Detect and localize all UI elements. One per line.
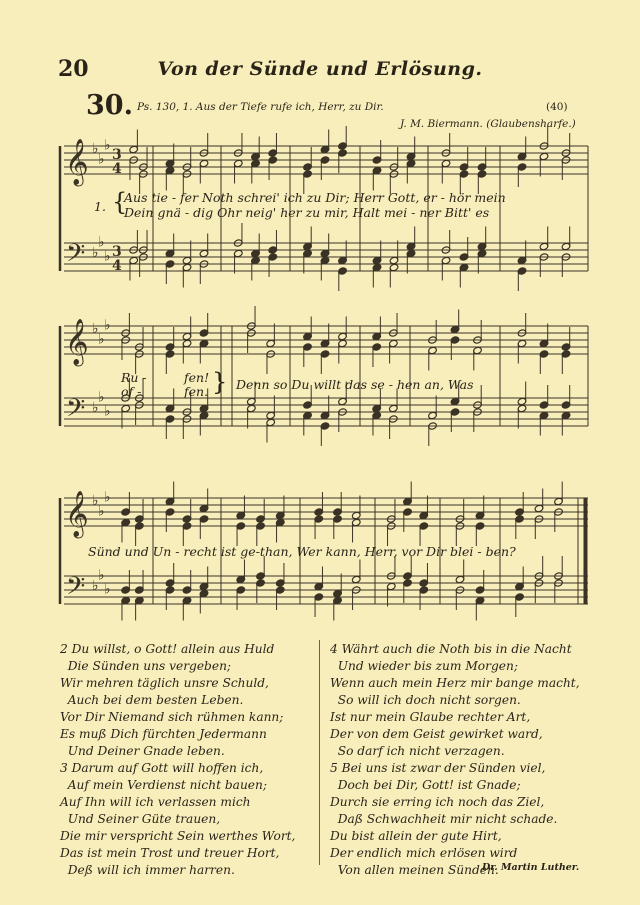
lyrics-continuation: Denn so Du willt das se - hen an, Was [236,377,474,392]
verse-3: 3 Darum auf Gott will hoffen ich, Auf mein Verdienst nicht bauen; Auf Ihn will ich verlassen mich Und Seiner Güte trauen, Die mir verspricht Sein werthes Wort, Das ist mein Trost und treuer Hort, Deß will ich immer harren. [60,761,296,877]
lyrics-line-1: Aus tie - fer Noth schrei' ich zu Dir; Herr Gott, er - hör mein [124,190,506,205]
bass-clef: 𝄢 [66,239,86,274]
hymn-source: Ps. 130, 1. Aus der Tiefe rufe ich, Herr, zu Dir. [137,101,384,113]
time-sig-top: 3 [112,147,122,163]
time-sig-bottom: 4 [112,258,122,274]
flat-sign: ♭ [104,317,111,334]
time-sig-top: 3 [112,244,122,260]
verse-2: 2 Du willst, o Gott! allein aus Huld Die Sünden uns vergeben; Wir mehren täglich unsre Schuld, Auch bei dem besten Leben. Vor Dir Niemand sich rühmen kann; Es muß Dich fürchten Jedermann Und Deiner Gnade leben. [60,642,284,758]
verse-4: 4 Währt auch die Noth bis in die Nacht Und wieder bis zum Morgen; Wenn auch mein Herz mir bange macht, So will ich doch nicht sorgen. Ist nur mein Glaube rechter Art, Der von dem Geist gewirket ward, So darf ich nicht verzagen. [330,642,580,758]
flat-sign: ♭ [92,321,99,337]
lyrics-line-2: Dein gnä - dig Ohr neig' her zu mir, Halt mei - ner Bitt' es [124,205,490,220]
flat-sign: ♭ [92,245,99,261]
column-divider [319,640,320,865]
verse-brace: { [112,188,128,216]
lyrics-fen2: fen. [184,384,209,399]
bass-clef: 𝄢 [66,394,86,429]
hymn-meter: (40) [546,101,568,113]
flat-sign: ♭ [92,400,99,416]
flat-sign: ♭ [98,151,105,168]
lyrics-ruf: Ru - [121,370,147,385]
flat-sign: ♭ [104,248,111,265]
flat-sign: ♭ [98,234,105,251]
verse-5: 5 Bei uns ist zwar der Sünden viel, Doch bei Dir, Gott! ist Gnade; Durch sie erring ich noch das Ziel, Daß Schwachheit mir nicht schade. Du bist allein der gute Hirt, Der endlich mich erlösen wird Von allen meinen Sünden. [330,761,558,877]
hymn-composer: J. M. Biermann. (Glaubensharfe.) [400,118,576,130]
verse-brace-close: } [212,368,228,396]
hymn-number: 30. [86,90,133,121]
flat-sign: ♭ [98,331,105,348]
flat-sign: ♭ [98,567,105,584]
flat-sign: ♭ [104,137,111,154]
flat-sign: ♭ [104,403,111,420]
flat-sign: ♭ [98,503,105,520]
treble-clef: 𝄞 [65,319,89,365]
section-title: Von der Sünde und Erlösung. [157,58,483,80]
flat-sign: ♭ [92,578,99,594]
time-sig-bottom: 4 [112,161,122,177]
flat-sign: ♭ [98,389,105,406]
treble-clef: 𝄞 [65,139,89,185]
page-number: 20 [58,56,89,82]
lyrics-fen1: fen! [184,370,210,385]
treble-clef: 𝄞 [65,491,89,537]
lyrics-system-3: Sünd und Un - recht ist ge-than, Wer kann, Herr, vor Dir blei - ben? [88,544,516,559]
author-signature: Dr. Martin Luther. [482,862,580,873]
flat-sign: ♭ [104,489,111,506]
verse-number-1: 1. [94,199,106,214]
lyrics-of: of - [121,384,142,399]
flat-sign: ♭ [92,141,99,157]
flat-sign: ♭ [104,581,111,598]
flat-sign: ♭ [92,493,99,509]
bass-clef: 𝄢 [66,572,86,607]
